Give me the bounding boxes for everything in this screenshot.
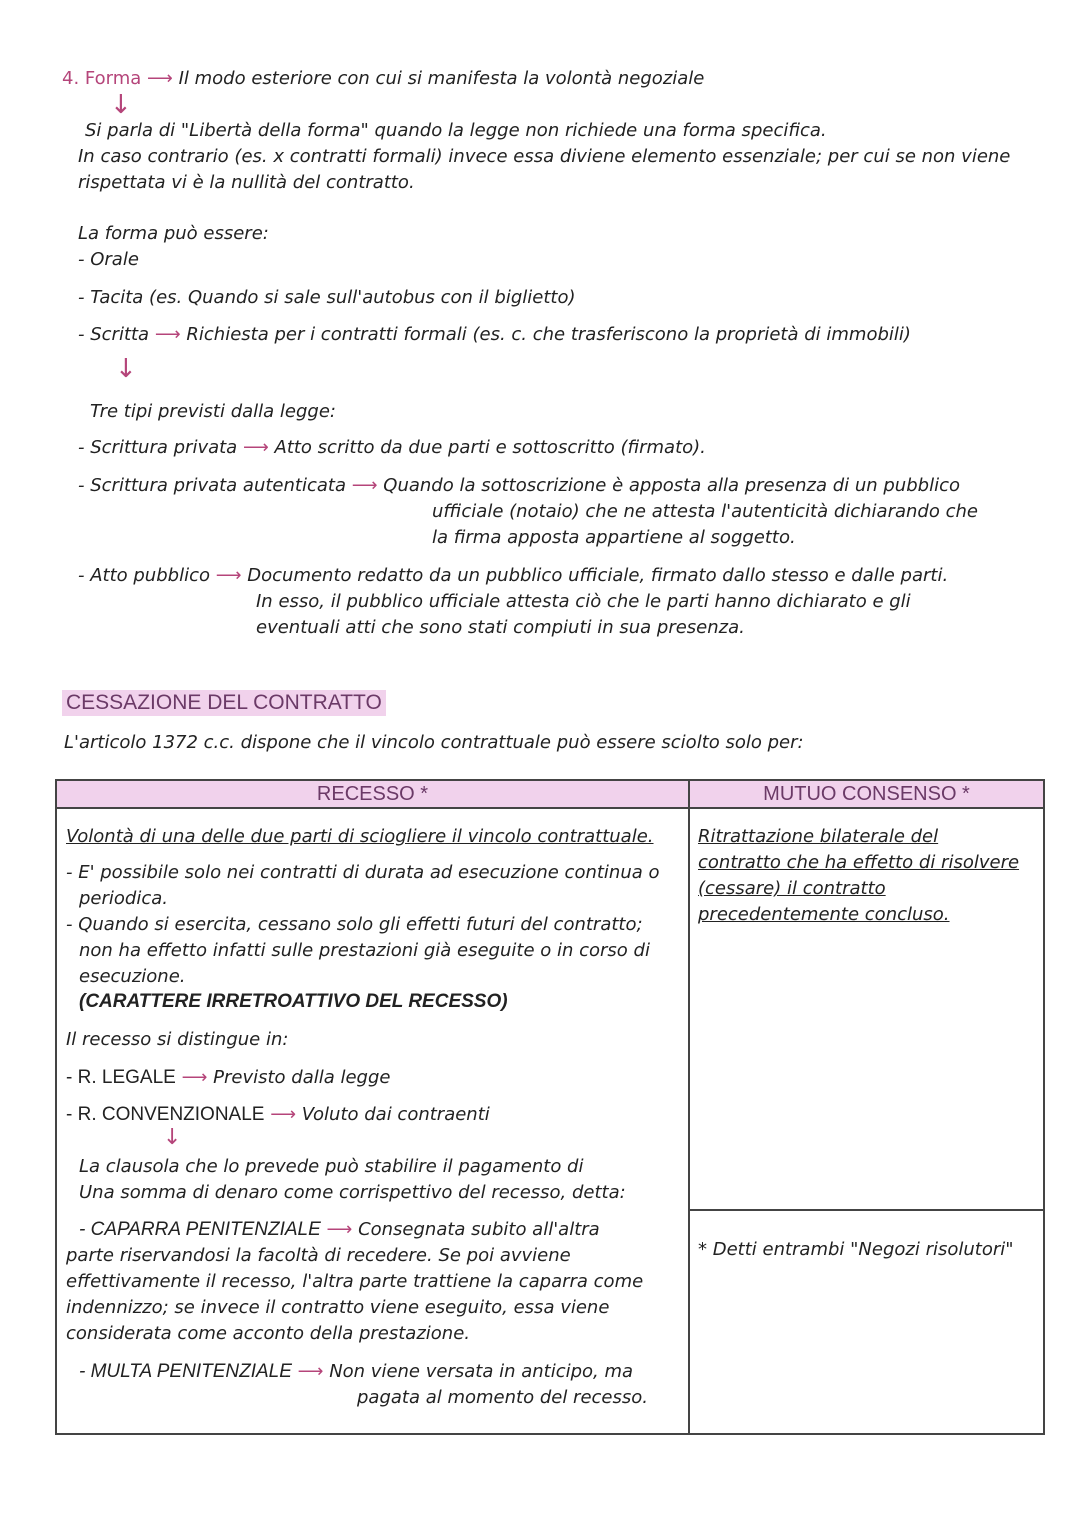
caparra-line5: considerata come acconto della prestazione. xyxy=(66,1323,470,1344)
pubblico-line2: In esso, il pubblico ufficiale attesta ciò che le parti hanno dichiarato e gli xyxy=(256,591,911,612)
header-recesso: RECESSO * xyxy=(57,781,688,809)
legale-label: - R. LEGALE xyxy=(66,1067,176,1088)
down-arrow-icon: ↓ xyxy=(110,90,132,120)
autenticata-line3: la firma apposta appartiene al soggetto. xyxy=(432,527,796,548)
right-arrow-icon: ⟶ xyxy=(215,565,242,586)
recesso-bullet1-line2: periodica. xyxy=(79,888,168,909)
convenzionale-desc: Voluto dai contraenti xyxy=(301,1104,490,1125)
right-arrow-icon: ⟶ xyxy=(351,475,378,496)
down-arrow-icon: ↓ xyxy=(115,354,137,384)
forma-scritta xyxy=(78,323,911,347)
negozi-note: * Detti entrambi "Negozi risolutori" xyxy=(698,1239,1014,1260)
scritta-label: - Scritta xyxy=(78,324,150,345)
recesso-bullet2-line3: esecuzione. xyxy=(79,966,186,987)
recesso-bullet2-line2: non ha effetto infatti sulle prestazioni già eseguite o in corso di xyxy=(79,940,650,961)
right-arrow-icon: ⟶ xyxy=(297,1361,324,1382)
autenticata-line2: ufficiale (notaio) che ne attesta l'autenticità dichiarando che xyxy=(432,501,978,522)
forma-definition: Il modo esteriore con cui si manifesta la volontà negoziale xyxy=(178,68,705,89)
right-arrow-icon: ⟶ xyxy=(147,68,173,89)
caparra-line2: parte riservandosi la facoltà di recedere. Se poi avviene xyxy=(66,1245,571,1266)
recesso-bullet2-line1: - Quando si esercita, cessano solo gli effetti futuri del contratto; xyxy=(66,914,643,935)
privata-desc: Atto scritto da due parti e sottoscritto (firmato). xyxy=(274,437,706,458)
forma-heading xyxy=(62,67,704,91)
privata-label: - Scrittura privata xyxy=(78,437,238,458)
autenticata-label: - Scrittura privata autenticata xyxy=(78,475,346,496)
forma-liberta: Si parla di "Libertà della forma" quando la legge non richiede una forma specifica. xyxy=(85,120,827,141)
autenticata-line1: Quando la sottoscrizione è apposta alla presenza di un pubblico xyxy=(383,475,960,496)
forma-contrario-line1: In caso contrario (es. x contratti formali) invece essa diviene elemento essenziale; per cui se non viene xyxy=(78,146,1011,167)
pubblico-line1: Documento redatto da un pubblico ufficiale, firmato dallo stesso e dalle parti. xyxy=(247,565,949,586)
right-arrow-icon: ⟶ xyxy=(242,437,269,458)
right-arrow-icon: ⟶ xyxy=(181,1067,208,1088)
caparra-line3: effettivamente il recesso, l'altra parte trattiene la caparra come xyxy=(66,1271,644,1292)
pubblico-label: - Atto pubblico xyxy=(78,565,210,586)
pubblico-line3: eventuali atti che sono stati compiuti in sua presenza. xyxy=(256,617,745,638)
down-arrow-icon: ↓ xyxy=(163,1125,182,1150)
row-divider xyxy=(690,1209,1045,1211)
section-number: 4. xyxy=(62,68,80,89)
mutuo-def-line1: Ritrattazione bilaterale del xyxy=(698,826,939,847)
comparison-table xyxy=(55,779,1045,1435)
header-mutuo-consenso: MUTUO CONSENSO * xyxy=(690,781,1043,809)
forma-tacita: - Tacita (es. Quando si sale sull'autobus con il biglietto) xyxy=(78,287,576,308)
mutuo-def-line2: contratto che ha effetto di risolvere xyxy=(698,852,1020,873)
forma-orale: - Orale xyxy=(78,249,139,270)
recesso-definition: Volontà di una delle due parti di sciogliere il vincolo contrattuale. xyxy=(66,826,654,847)
recesso-carattere: (CARATTERE IRRETROATTIVO DEL RECESSO) xyxy=(79,991,508,1012)
right-arrow-icon: ⟶ xyxy=(326,1219,353,1240)
recesso-convenzionale xyxy=(66,1103,490,1127)
caparra-line1: Consegnata subito all'altra xyxy=(358,1219,600,1240)
recesso-distingue: Il recesso si distingue in: xyxy=(66,1029,289,1050)
scrittura-autenticata xyxy=(78,474,960,498)
mutuo-def-line4: precedentemente concluso. xyxy=(698,904,950,925)
forma-contrario-line2: rispettata vi è la nullità del contratto. xyxy=(78,172,415,193)
forma-intro: La forma può essere: xyxy=(78,223,269,244)
scrittura-privata xyxy=(78,436,706,460)
clausola-line1: La clausola che lo prevede può stabilire il pagamento di xyxy=(79,1156,584,1177)
recesso-bullet1-line1: - E' possibile solo nei contratti di durata ad esecuzione continua o xyxy=(66,862,660,883)
section-title: CESSAZIONE DEL CONTRATTO xyxy=(62,690,386,716)
multa-label: - MULTA PENITENZIALE xyxy=(79,1361,292,1382)
caparra-line4: indennizzo; se invece il contratto viene eseguito, essa viene xyxy=(66,1297,610,1318)
cessazione-intro: L'articolo 1372 c.c. dispone che il vincolo contrattuale può essere sciolto solo per: xyxy=(64,732,804,753)
tre-tipi: Tre tipi previsti dalla legge: xyxy=(90,401,336,422)
recesso-legale xyxy=(66,1066,390,1090)
column-divider xyxy=(688,781,690,1433)
right-arrow-icon: ⟶ xyxy=(270,1104,297,1125)
mutuo-def-line3: (cessare) il contratto xyxy=(698,878,886,899)
multa xyxy=(79,1360,633,1384)
atto-pubblico xyxy=(78,564,948,588)
legale-desc: Previsto dalla legge xyxy=(213,1067,391,1088)
right-arrow-icon: ⟶ xyxy=(154,324,181,345)
section-label: Forma xyxy=(84,68,142,89)
caparra-label: - CAPARRA PENITENZIALE xyxy=(79,1219,321,1240)
scritta-desc: Richiesta per i contratti formali (es. c. che trasferiscono la proprietà di immobili) xyxy=(186,324,911,345)
convenzionale-label: - R. CONVENZIONALE xyxy=(66,1104,265,1125)
clausola-line2: Una somma di denaro come corrispettivo del recesso, detta: xyxy=(79,1182,626,1203)
multa-line1: Non viene versata in anticipo, ma xyxy=(329,1361,634,1382)
multa-line2: pagata al momento del recesso. xyxy=(357,1387,648,1408)
caparra xyxy=(79,1218,600,1242)
